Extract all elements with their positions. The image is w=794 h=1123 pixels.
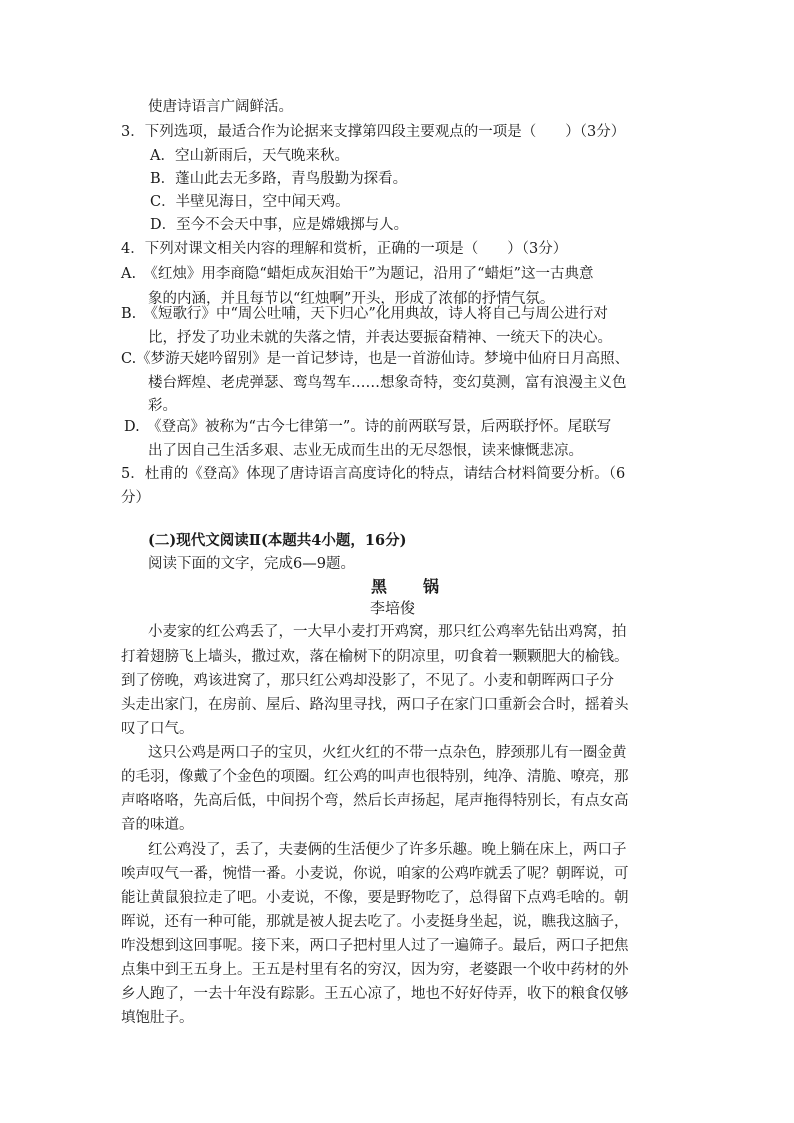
passage-line: 红公鸡没了，丢了，夫妻俩的生活便少了许多乐趣。晚上躺在床上，两口子 [148, 842, 627, 858]
question-3: 3．下列选项，最适合作为论据来支撑第四段主要观点的一项是（ ）（3分） [121, 124, 626, 140]
option-b: B．蓬山此去无多路，青鸟殷勤为探看。 [150, 171, 408, 187]
passage-line: 点集中到王五身上。王五是村里有名的穷汉，因为穷，老婆跟一个收中药材的外 [121, 962, 629, 978]
passage-line: 填饱肚子。 [121, 1010, 194, 1026]
passage-line: 能让黄鼠狼拉走了吧。小麦说，不像，要是野物吃了，总得留下点鸡毛啥的。朝 [121, 890, 629, 906]
passage-author: 李培俊 [370, 599, 416, 617]
passage-line: 打着翅膀飞上墙头，撒过欢，落在榆树下的阴凉里，叨食着一颗颗肥大的榆钱。 [121, 649, 629, 665]
option-b: B. 《短歌行》中“周公吐哺，天下归心”化用典故，诗人将自己与周公进行对 [121, 306, 608, 322]
text-line: 彩。 [148, 398, 177, 414]
passage-line: 唉声叹气一番，惋惜一番。小麦说，你说，咱家的公鸡咋就丢了呢？朝晖说，可 [121, 866, 629, 882]
passage-line: 的毛羽，像戴了个金色的项圈。红公鸡的叫声也很特别，纯净、清脆、嘹亮，那 [121, 769, 629, 785]
option-d: D．至今不会天中事，应是嫦娥掷与人。 [150, 217, 409, 233]
passage-line: 这只公鸡是两口子的宝贝，火红火红的不带一点杂色，脖颈那儿有一圈金黄 [148, 745, 627, 761]
passage-line: 咋没想到这回事呢。接下来，两口子把村里人过了一遍筛子。最后，两口子把焦 [121, 938, 629, 954]
instruction: 阅读下面的文字，完成6—9题。 [148, 556, 355, 572]
option-d: D. 《登高》被称为“古今七律第一”。诗的前两联写景，后两联抒怀。尾联写 [124, 419, 612, 435]
text-line: 象的内涵，并且每节以“红烛啊”开头，形成了浓郁的抒情气氛。 [148, 291, 555, 307]
question-4: 4．下列对课文相关内容的理解和赏析，正确的一项是（ ）（3分） [121, 241, 568, 257]
option-c: C．半壁见海日，空中闻天鸡。 [150, 194, 350, 210]
text-line: 楼台辉煌、老虎弹瑟、鸾鸟驾车……想象奇特，变幻莫测，富有浪漫主义色 [148, 375, 627, 391]
option-c: C.《梦游天姥吟留别》是一首记梦诗，也是一首游仙诗。梦境中仙府日月高照、 [121, 351, 630, 367]
text-line: 使唐诗语言广阔鲜活。 [148, 99, 293, 115]
passage-line: 乡人跑了，一去十年没有踪影。王五心凉了，地也不好好侍弄，收下的粮食仅够 [121, 986, 629, 1002]
option-a: A．空山新雨后，天气晚来秋。 [150, 148, 349, 164]
passage-line: 到了傍晚，鸡该进窝了，那只红公鸡却没影了，不见了。小麦和朝晖两口子分 [121, 673, 614, 689]
passage-line: 叹了口气。 [121, 721, 194, 737]
question-5: 5．杜甫的《登高》体现了唐诗语言高度诗化的特点，请结合材料简要分析。（6 [121, 466, 626, 482]
passage-line: 头走出家门，在房前、屋后、路沟里寻找，两口子在家门口重新会合时，摇着头 [121, 697, 629, 713]
passage-line: 音的味道。 [121, 817, 194, 833]
passage-title: 黑 锅 [371, 577, 450, 596]
text-line: 比，抒发了功业未就的失落之情，并表达要振奋精神、一统天下的决心。 [148, 330, 612, 346]
text-line: 分） [121, 490, 150, 506]
section-heading: (二)现代文阅读Ⅱ(本题共4小题，16分) [148, 532, 407, 549]
passage-line: 小麦家的红公鸡丢了，一大早小麦打开鸡窝，那只红公鸡率先钻出鸡窝，拍 [148, 624, 627, 640]
option-a: A. 《红烛》用李商隐“蜡炬成灰泪始干”为题记，沿用了“蜡炬”这一古典意 [121, 266, 594, 282]
text-line: 出了因自己生活多艰、志业无成而生出的无尽怨恨，读来慷慨悲凉。 [148, 443, 583, 459]
passage-line: 晖说，还有一种可能，那就是被人捉去吃了。小麦挺身坐起，说，瞧我这脑子， [121, 914, 629, 930]
passage-line: 声咯咯咯，先高后低，中间拐个弯，然后长声扬起，尾声拖得特别长，有点女高 [121, 793, 629, 809]
